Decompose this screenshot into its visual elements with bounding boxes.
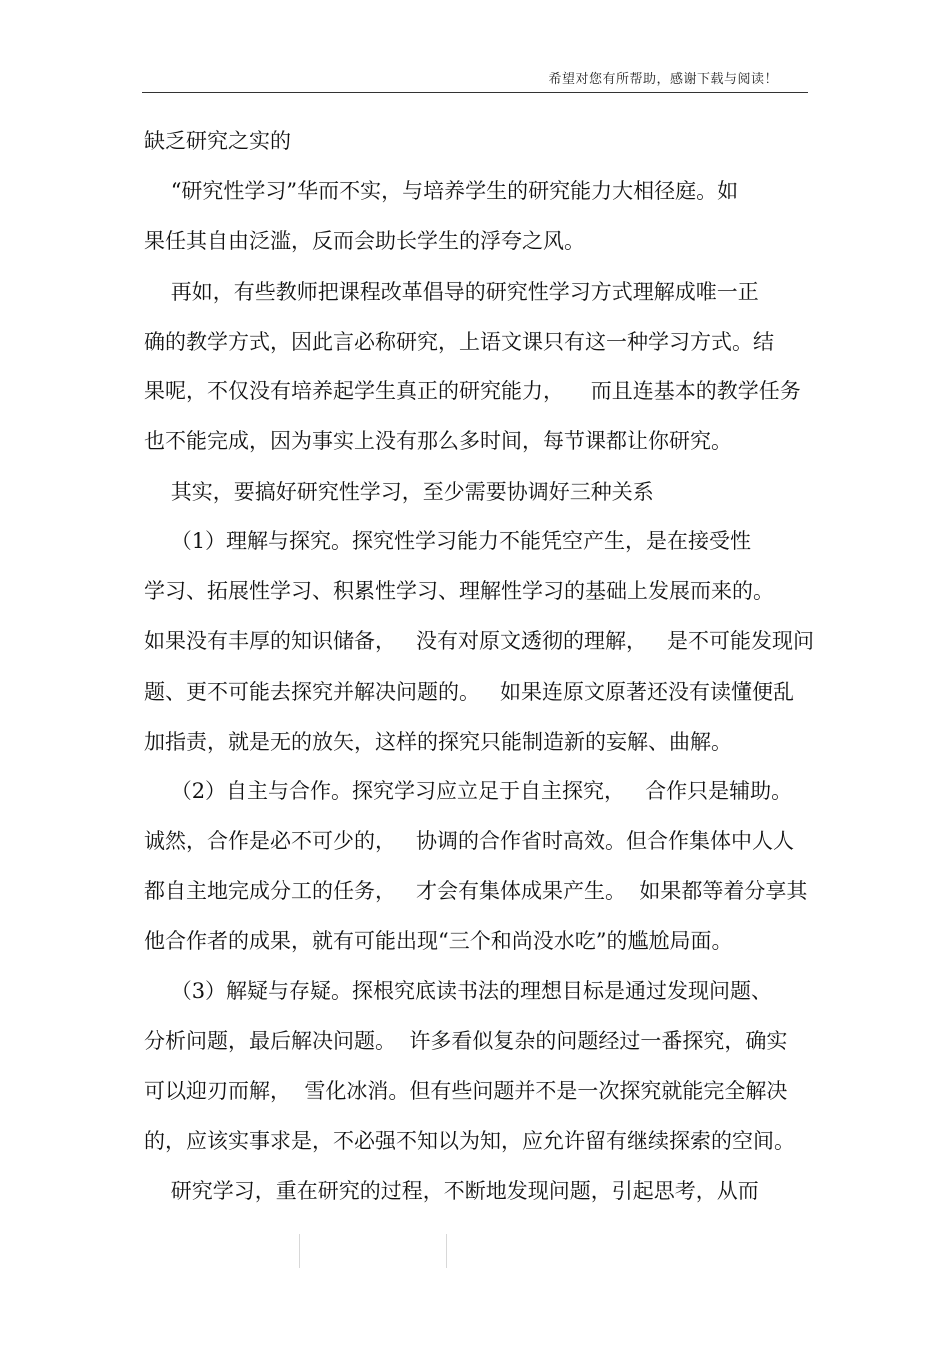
body-line: 果呢，不仅没有培养起学生真正的研究能力， 而且连基本的教学任务 xyxy=(144,379,801,403)
body-line: 都自主地完成分工的任务， 才会有集体成果产生。 如果都等着分享其 xyxy=(144,879,808,903)
body-line: （1）理解与探究。探究性学习能力不能凭空产生，是在接受性 xyxy=(144,529,752,553)
header-divider xyxy=(142,92,808,93)
body-line: 如果没有丰厚的知识储备， 没有对原文透彻的理解， 是不可能发现问 xyxy=(144,629,815,653)
body-line: 研究学习，重在研究的过程，不断地发现问题，引起思考，从而 xyxy=(144,1179,759,1203)
body-line: 诚然，合作是必不可少的， 协调的合作省时高效。但合作集体中人人 xyxy=(144,829,795,853)
body-line: 题、更不可能去探究并解决问题的。 如果连原文原著还没有读懂便乱 xyxy=(144,680,795,704)
body-line: 确的教学方式，因此言必称研究，上语文课只有这一种学习方式。结 xyxy=(144,330,774,354)
page-header-text: 希望对您有所帮助，感谢下载与阅读！ xyxy=(548,72,778,87)
body-line: 可以迎刃而解， 雪化冰消。但有些问题并不是一次探究就能完全解决 xyxy=(144,1079,788,1103)
body-line: 也不能完成，因为事实上没有那么多时间，每节课都让你研究。 xyxy=(144,429,732,453)
body-line: 再如，有些教师把课程改革倡导的研究性学习方式理解成唯一正 xyxy=(144,280,759,304)
body-line: 分析问题，最后解决问题。 许多看似复杂的问题经过一番探究，确实 xyxy=(144,1029,788,1053)
body-line: （2）自主与合作。探究学习应立足于自主探究， 合作只是辅助。 xyxy=(144,779,793,803)
body-line: 他合作者的成果，就有可能出现“三个和尚没水吃”的尴尬局面。 xyxy=(144,929,733,953)
body-line: “研究性学习”华而不实，与培养学生的研究能力大相径庭。如 xyxy=(144,179,739,203)
footer-divider-left xyxy=(299,1234,300,1268)
body-line: 缺乏研究之实的 xyxy=(144,129,291,153)
footer-divider-right xyxy=(446,1234,447,1268)
body-line: （3）解疑与存疑。探根究底读书法的理想目标是通过发现问题、 xyxy=(144,979,773,1003)
body-line: 的，应该实事求是，不必强不知以为知，应允许留有继续探索的空间。 xyxy=(144,1129,795,1153)
body-line: 果任其自由泛滥，反而会助长学生的浮夸之风。 xyxy=(144,229,585,253)
body-line: 其实，要搞好研究性学习，至少需要协调好三种关系 xyxy=(144,480,654,504)
body-line: 加指责，就是无的放矢，这样的探究只能制造新的妄解、曲解。 xyxy=(144,730,732,754)
body-line: 学习、拓展性学习、积累性学习、理解性学习的基础上发展而来的。 xyxy=(144,579,774,603)
